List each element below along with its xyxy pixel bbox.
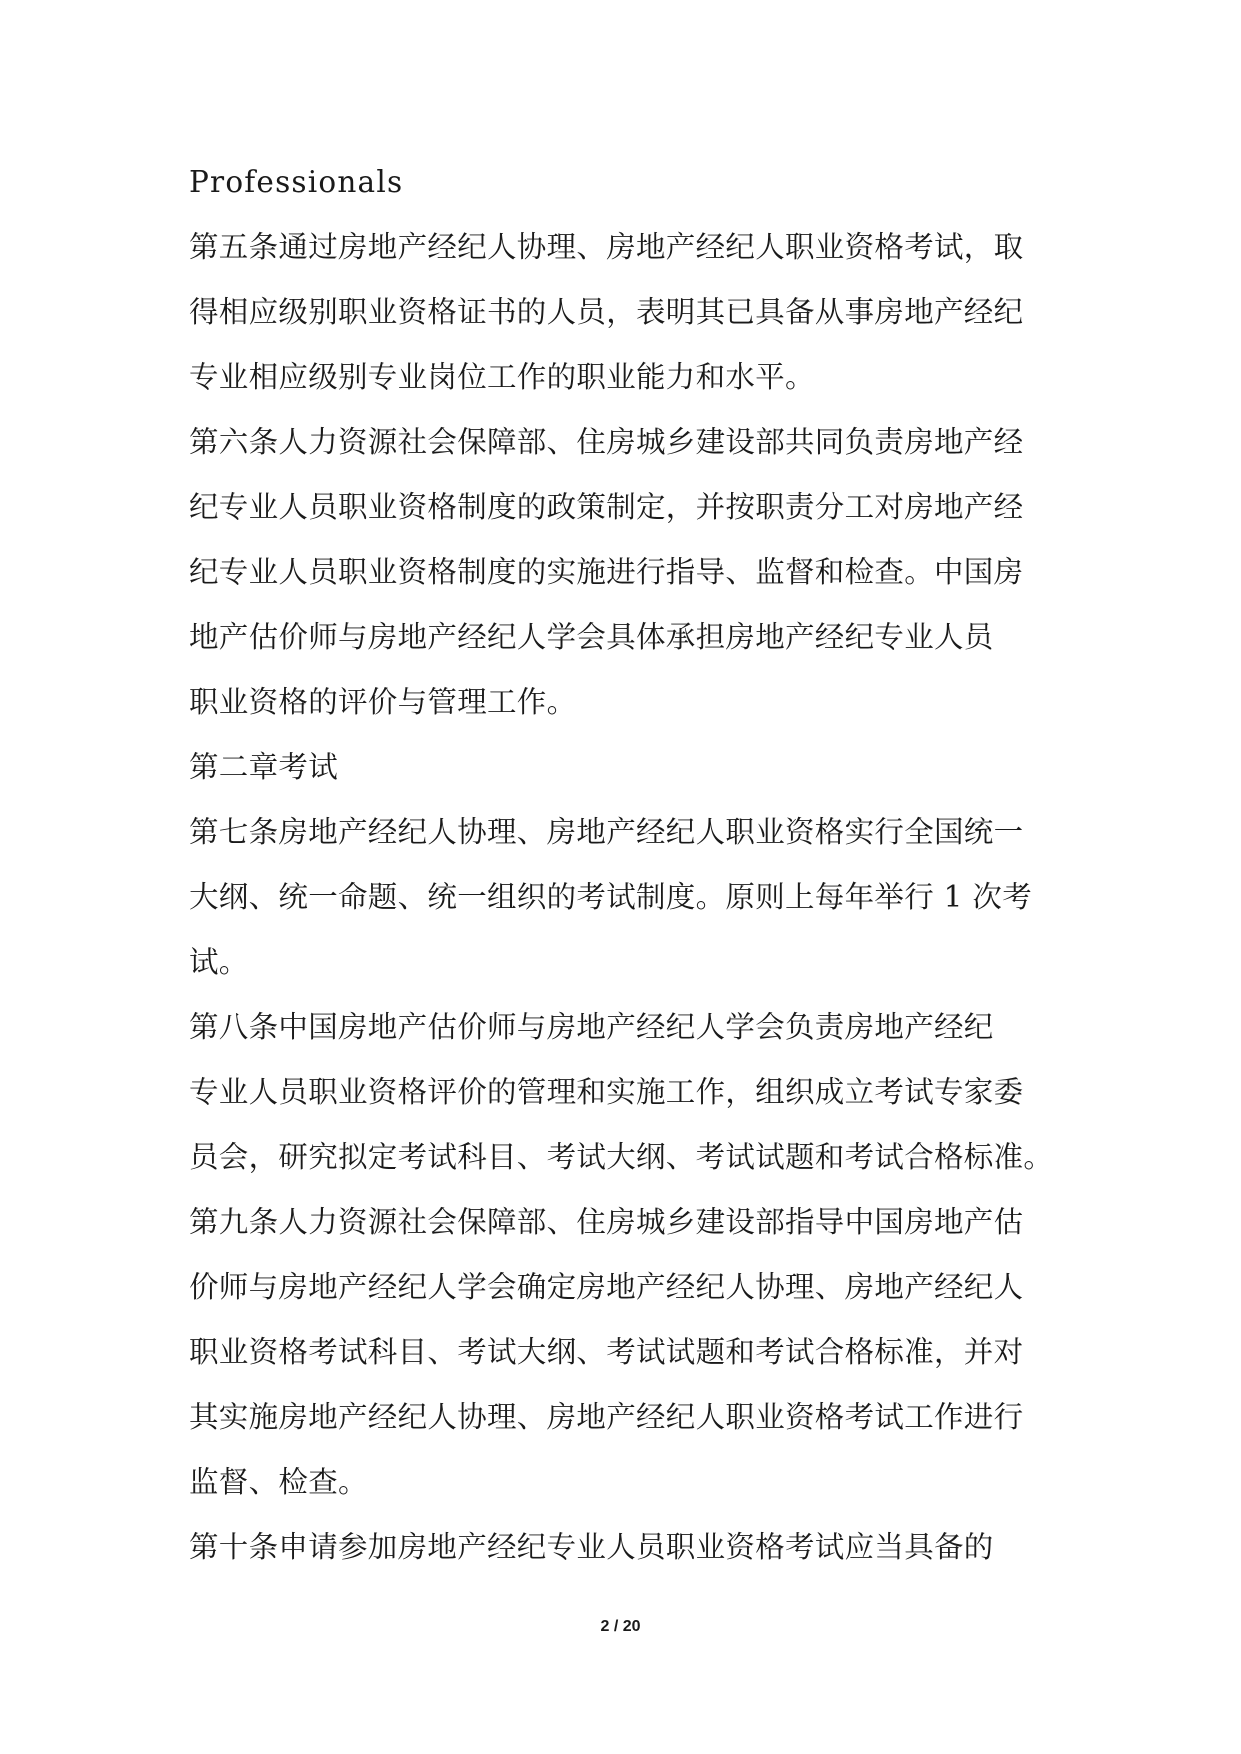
- page-number: 2 / 20: [600, 1618, 641, 1635]
- text-line: 得相应级别职业资格证书的人员，表明其已具备从事房地产经纪: [189, 295, 1024, 329]
- text-line: 大纲、统一命题、统一组织的考试制度。原则上每年举行 1 次考: [189, 880, 1033, 914]
- text-line: 第九条人力资源社会保障部、住房城乡建设部指导中国房地产估: [189, 1205, 1024, 1239]
- text-line: 地产估价师与房地产经纪人学会具体承担房地产经纪专业人员: [189, 620, 994, 654]
- text-line: 其实施房地产经纪人协理、房地产经纪人职业资格考试工作进行: [189, 1400, 1024, 1434]
- text-line: 纪专业人员职业资格制度的实施进行指导、监督和检查。中国房: [189, 555, 1024, 589]
- text-line: 第十条申请参加房地产经纪专业人员职业资格考试应当具备的: [189, 1530, 994, 1564]
- text-line: 职业资格的评价与管理工作。: [189, 685, 577, 719]
- text-line: 专业相应级别专业岗位工作的职业能力和水平。: [189, 360, 815, 394]
- text-line: 试。: [189, 945, 249, 979]
- text-line: 第八条中国房地产估价师与房地产经纪人学会负责房地产经纪: [189, 1010, 994, 1044]
- text-line: 第七条房地产经纪人协理、房地产经纪人职业资格实行全国统一: [189, 815, 1024, 849]
- chapter-heading: 第二章考试: [189, 750, 339, 784]
- text-line: 员会，研究拟定考试科目、考试大纲、考试试题和考试合格标准。: [189, 1140, 1054, 1174]
- text-line: 第六条人力资源社会保障部、住房城乡建设部共同负责房地产经: [189, 425, 1024, 459]
- text-line: 职业资格考试科目、考试大纲、考试试题和考试合格标准，并对: [189, 1335, 1024, 1369]
- text-line: 价师与房地产经纪人学会确定房地产经纪人协理、房地产经纪人: [189, 1270, 1024, 1304]
- body-text: [189, 160, 1055, 1590]
- text-line: 纪专业人员职业资格制度的政策制定，并按职责分工对房地产经: [189, 490, 1024, 524]
- text-line: Professionals: [189, 165, 404, 199]
- text-line: 监督、检查。: [189, 1465, 368, 1499]
- text-line: 专业人员职业资格评价的管理和实施工作，组织成立考试专家委: [189, 1075, 1024, 1109]
- text-line: 第五条通过房地产经纪人协理、房地产经纪人职业资格考试，取: [189, 230, 1024, 264]
